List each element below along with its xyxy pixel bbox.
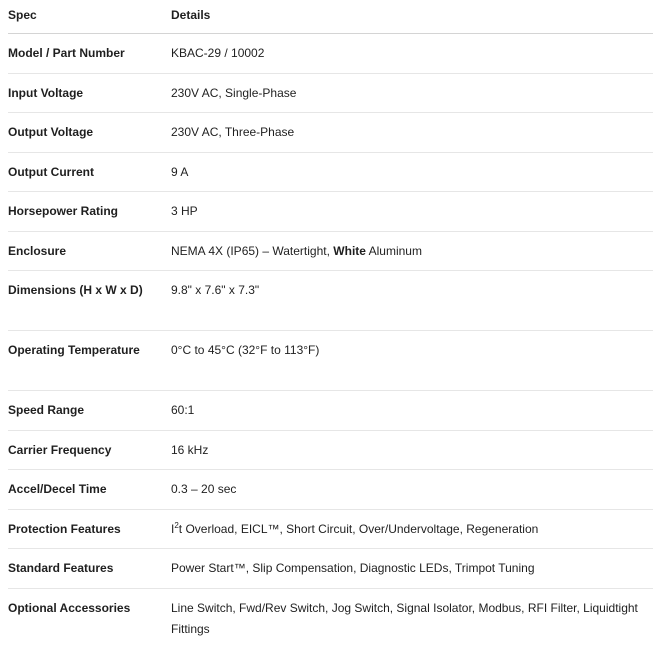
protection-prefix: I [171, 522, 175, 536]
spec-value: 3 HP [171, 204, 198, 218]
spec-label: Model / Part Number [8, 46, 125, 60]
spec-label: Carrier Frequency [8, 443, 112, 457]
table-row [8, 589, 653, 648]
table-row [8, 271, 653, 331]
spec-label: Output Voltage [8, 125, 94, 139]
spec-label: Standard Features [8, 561, 114, 575]
spec-label: Horsepower Rating [8, 204, 119, 218]
spec-value: 0°C to 45°C (32°F to 113°F) [171, 343, 320, 357]
enclosure-text-bold: White [333, 244, 366, 258]
spec-label: Dimensions (H x W x D) [8, 283, 143, 297]
protection-superscript: 2 [174, 521, 179, 530]
spec-label: Speed Range [8, 403, 85, 417]
table-row [8, 549, 653, 589]
spec-label: Output Current [8, 165, 94, 179]
table-row [8, 431, 653, 470]
enclosure-text-before: NEMA 4X (IP65) – Watertight, [171, 244, 334, 258]
header-details: Details [171, 8, 211, 22]
spec-value: 9.8" x 7.6" x 7.3" [171, 283, 260, 297]
spec-table [8, 0, 653, 648]
table-row [8, 331, 653, 391]
table-row [8, 113, 653, 153]
spec-value: 16 kHz [171, 443, 209, 457]
spec-value: 60:1 [171, 403, 195, 417]
table-row [8, 391, 653, 431]
spec-value [171, 519, 653, 540]
table-row [8, 34, 653, 74]
table-row [8, 153, 653, 192]
spec-value: Power Start™, Slip Compensation, Diagnostic LEDs, Trimpot Tuning [171, 561, 535, 575]
spec-label: Operating Temperature [8, 343, 140, 357]
table-row [8, 470, 653, 510]
table-row [8, 510, 653, 549]
enclosure-text-after: Aluminum [365, 244, 422, 258]
spec-value: KBAC-29 / 10002 [171, 46, 265, 60]
spec-value: 9 A [171, 165, 189, 179]
spec-value: Line Switch, Fwd/Rev Switch, Jog Switch, Signal Isolator, Modbus, RFI Filter, Liquidtight Fittings [171, 601, 638, 636]
table-row [8, 192, 653, 232]
spec-label: Input Voltage [8, 86, 84, 100]
spec-label: Enclosure [8, 244, 67, 258]
protection-rest: t Overload, EICL™, Short Circuit, Over/Undervoltage, Regeneration [178, 522, 539, 536]
spec-label: Accel/Decel Time [8, 482, 107, 496]
table-header-row [8, 0, 653, 34]
header-spec: Spec [8, 8, 37, 22]
table-row [8, 74, 653, 113]
spec-label: Protection Features [8, 522, 121, 536]
spec-value [171, 241, 653, 262]
spec-value: 230V AC, Three-Phase [171, 125, 295, 139]
spec-value: 0.3 – 20 sec [171, 482, 237, 496]
spec-label: Optional Accessories [8, 601, 131, 615]
table-row [8, 232, 653, 271]
spec-value: 230V AC, Single-Phase [171, 86, 297, 100]
